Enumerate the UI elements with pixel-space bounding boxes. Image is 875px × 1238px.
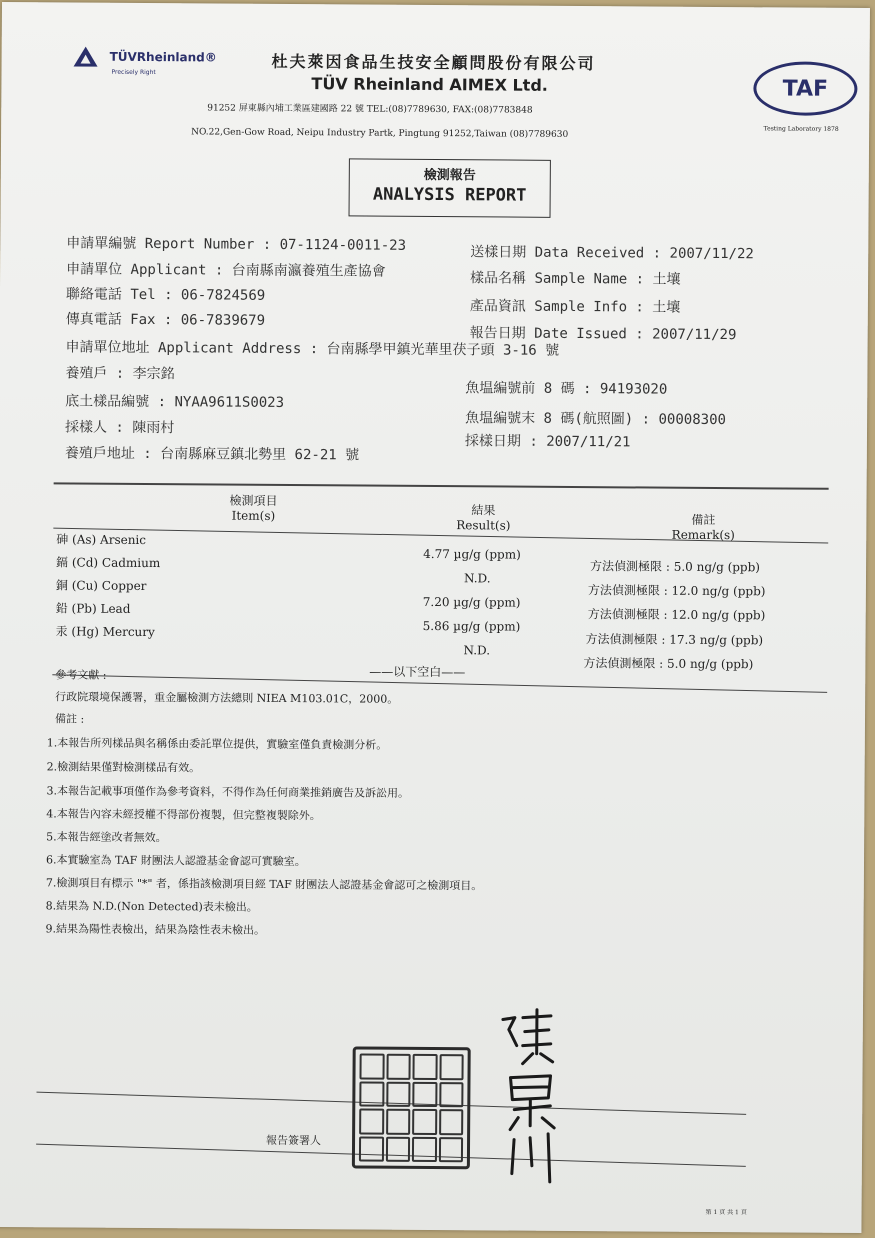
- farmer-address: 養殖戶地址 : 台南縣麻豆鎮北勢里 62-21 號: [64, 445, 360, 464]
- company-address-en: NO.22,Gen-Gow Road, Neipu Industry Partk, Pingtung 91252,Taiwan (08)7789630: [191, 127, 569, 140]
- header-remark-cn: 備註: [691, 512, 716, 527]
- brand-name: TÜVRheinland®: [109, 49, 217, 65]
- note-item: 2.檢測結果僅對檢測樣品有效。: [46, 760, 201, 775]
- fax: 傳真電話 Fax : 06-7839679: [65, 311, 266, 329]
- note-item: 5.本報告經塗改者無效。: [46, 830, 167, 845]
- taf-logo-icon: [753, 61, 857, 116]
- item-copper: 銅 (Cu) Copper: [55, 578, 147, 594]
- data-received: 送樣日期 Data Received : 2007/11/22: [470, 244, 754, 263]
- references-label: 參考文獻 :: [55, 668, 107, 682]
- header-remark: [648, 511, 758, 543]
- applicant-address: 申請單位地址 Applicant Address : 台南縣學甲鎮光華里茯子頭 3-16 號: [65, 339, 560, 359]
- item-cadmium: 鎘 (Cd) Cadmium: [56, 555, 161, 571]
- header-item-en: Item(s): [231, 508, 276, 523]
- fish-pond-code-front: 魚塭編號前 8 碼 : 94193020: [465, 380, 668, 398]
- sample-info: 產品資訊 Sample Info : 土壤: [469, 298, 681, 316]
- note-item: 1.本報告所列樣品與名稱係由委託單位提供，實驗室僅負責檢測分析。: [46, 736, 388, 752]
- handwritten-signature-icon: [492, 1005, 583, 1186]
- table-top-rule: [54, 482, 829, 489]
- result-copper: 7.20 µg/g (ppm): [422, 594, 521, 610]
- analysis-report-page: [0, 2, 870, 1233]
- note-item: 8.結果為 N.D.(Non Detected)表未檢出。: [45, 899, 258, 914]
- note-item: 4.本報告內容未經授權不得部份複製，但完整複製除外。: [46, 807, 321, 823]
- header-result: [428, 501, 538, 533]
- farmer: 養殖戶 : 李宗銘: [65, 365, 175, 383]
- soil-sample-number: 底土樣品編號 : NYAA9611S0023: [65, 393, 285, 411]
- note-item: 7.檢測項目有標示 "*" 者，係指該檢測項目經 TAF 財團法人認證基金會認可之檢測項目。: [45, 876, 483, 893]
- result-cadmium: N.D.: [463, 571, 491, 586]
- header-result-en: Result(s): [456, 518, 511, 533]
- company-name-en: TÜV Rheinland AIMEX Ltd.: [311, 74, 548, 95]
- applicant: 申請單位 Applicant : 台南縣南瀛養殖生產協會: [66, 261, 386, 280]
- header-item: [198, 491, 308, 523]
- references-text: 行政院環境保護署，重金屬檢測方法總則 NIEA M103.01C，2000。: [55, 690, 399, 706]
- header-item-cn: 檢測項目: [229, 493, 278, 508]
- report-title-cn: 檢測報告: [423, 167, 476, 184]
- header-result-cn: 結果: [471, 503, 496, 518]
- tuv-triangle-logo-icon: [74, 47, 98, 67]
- header-remark-en: Remark(s): [671, 527, 735, 543]
- remark-copper: 方法偵測極限 : 12.0 ng/g (ppb): [587, 607, 766, 623]
- company-address-cn: 91252 屏東縣內埔工業區建國路 22 號 TEL:(08)7789630, FAX:(08)7783848: [207, 103, 533, 116]
- signatory-label: 報告簽署人: [266, 1133, 322, 1148]
- remark-lead: 方法偵測極限 : 17.3 ng/g (ppb): [585, 632, 764, 648]
- result-arsenic: 4.77 µg/g (ppm): [423, 546, 521, 562]
- taf-caption: Testing Laboratory 1878: [763, 125, 839, 133]
- tel: 聯絡電話 Tel : 06-7824569: [65, 286, 266, 304]
- company-seal-stamp-icon: [352, 1046, 471, 1169]
- note-item: 3.本報告記載事項僅作為參考資料，不得作為任何商業推銷廣告及訴訟用。: [46, 784, 410, 800]
- report-number: 申請單編號 Report Number : 07-1124-0011-23: [66, 235, 407, 254]
- item-lead: 鉛 (Pb) Lead: [55, 601, 131, 616]
- sampler: 採樣人 : 陳雨村: [64, 419, 175, 437]
- remark-arsenic: 方法偵測極限 : 5.0 ng/g (ppb): [590, 559, 761, 575]
- remark-cadmium: 方法偵測極限 : 12.0 ng/g (ppb): [587, 583, 766, 599]
- remark-mercury: 方法偵測極限 : 5.0 ng/g (ppb): [583, 656, 754, 672]
- note-item: 9.結果為陽性表檢出，結果為陰性表未檢出。: [45, 922, 266, 937]
- brand-tagline: Precisely Right: [111, 68, 156, 77]
- note-item: 6.本實驗室為 TAF 財團法人認證基金會認可實驗室。: [45, 853, 306, 869]
- sample-name: 樣品名稱 Sample Name : 土壤: [470, 270, 681, 288]
- fish-pond-code-back: 魚塭編號末 8 碼(航照圖) : 00008300: [465, 410, 727, 429]
- report-title-box: [349, 158, 551, 217]
- table-end-mark: ——以下空白——: [369, 664, 466, 680]
- result-mercury: N.D.: [463, 643, 491, 658]
- notes-label: 備註 :: [54, 712, 85, 726]
- sampling-date: 採樣日期 : 2007/11/21: [464, 433, 631, 451]
- company-name-cn: 杜夫萊因食品生技安全顧問股份有限公司: [271, 51, 596, 74]
- item-mercury: 汞 (Hg) Mercury: [55, 624, 155, 640]
- taf-logo-text: TAF: [782, 75, 829, 102]
- item-arsenic: 砷 (As) Arsenic: [56, 532, 147, 548]
- page-number: 第 1 頁 共 1 頁: [705, 1208, 747, 1217]
- result-lead: 5.86 µg/g (ppm): [422, 618, 521, 634]
- report-title-en: ANALYSIS REPORT: [372, 184, 527, 206]
- date-issued: 報告日期 Date Issued : 2007/11/29: [469, 325, 737, 344]
